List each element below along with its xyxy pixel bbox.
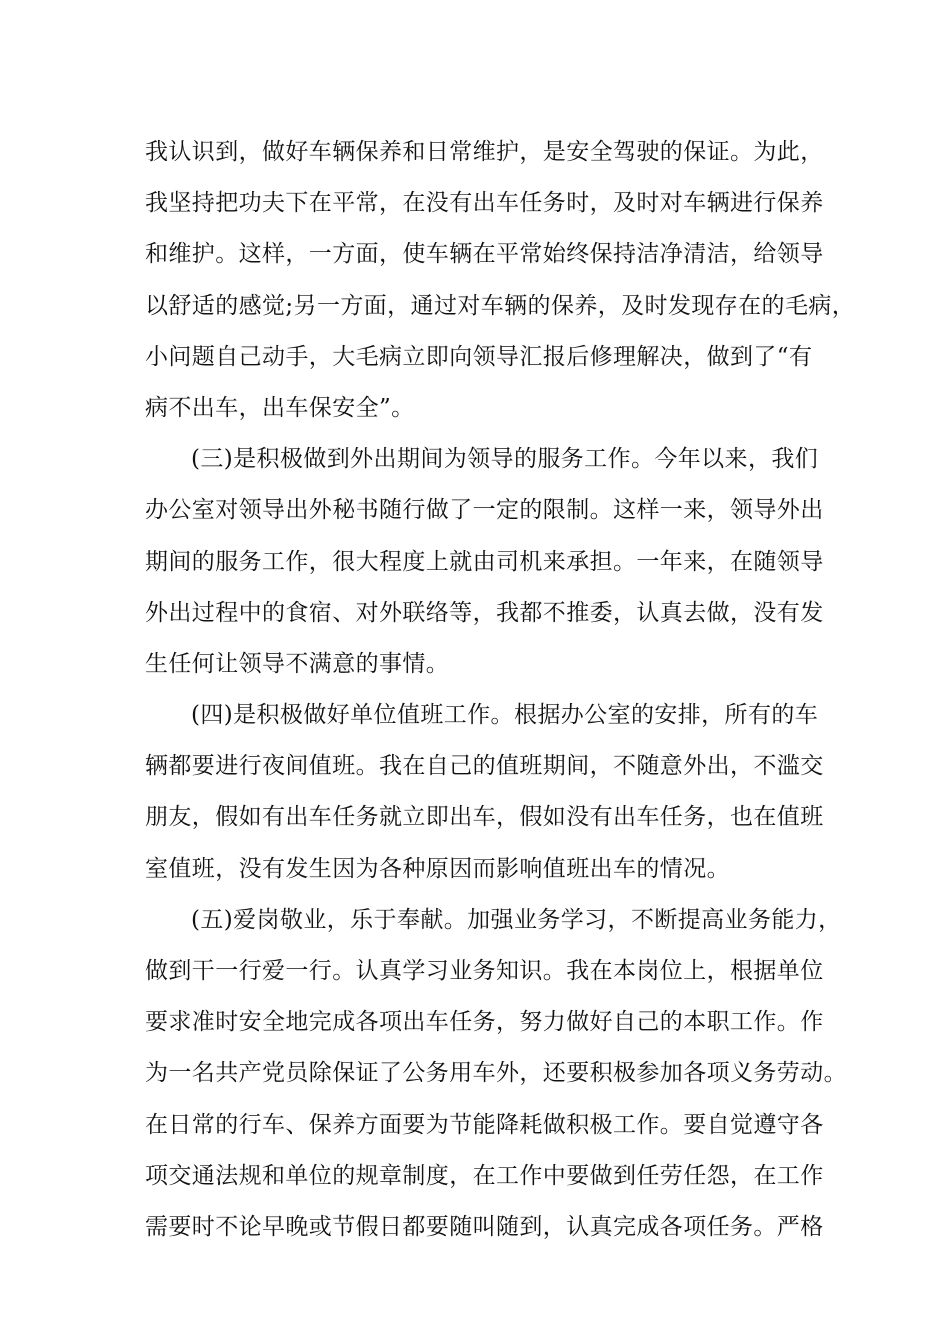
text-line: 外出过程中的食宿、对外联络等，我都不推委，认真去做，没有发 (145, 599, 824, 626)
text-line: 办公室对领导出外秘书随行做了一定的限制。这样一来，领导外出 (145, 497, 824, 524)
text-line: 生任何让领导不满意的事情。 (145, 650, 450, 677)
text-line: 我坚持把功夫下在平常，在没有出车任务时，及时对车辆进行保养 (145, 190, 824, 217)
document-body (145, 127, 856, 1253)
paragraph-first-line: (四)是积极做好单位值班工作。根据办公室的安排，所有的车 (191, 702, 819, 729)
text-line: 和维护。这样，一方面，使车辆在平常始终保持洁净清洁，给领导 (145, 241, 824, 268)
text-line: 期间的服务工作，很大程度上就由司机来承担。一年来，在随领导 (145, 548, 824, 575)
text-line: 在日常的行车、保养方面要为节能降耗做积极工作。要自觉遵守各 (145, 1111, 824, 1138)
text-line: 要求准时安全地完成各项出车任务，努力做好自己的本职工作。作 (145, 1009, 824, 1036)
text-line: 室值班，没有发生因为各种原因而影响值班出车的情况。 (145, 855, 730, 882)
text-line: 做到干一行爱一行。认真学习业务知识。我在本岗位上，根据单位 (145, 958, 824, 984)
text-line: 需要时不论早晚或节假日都要随叫随到，认真完成各项任务。严格 (145, 1213, 824, 1240)
text-line: 小问题自己动手，大毛病立即向领导汇报后修理解决，做到了“有 (145, 343, 813, 370)
text-line: 病不出车，出车保安全”。 (145, 394, 415, 421)
text-line: 辆都要进行夜间值班。我在自己的值班期间，不随意外出，不滥交 (145, 753, 824, 780)
text-line: 朋友，假如有出车任务就立即出车，假如没有出车任务，也在值班 (145, 804, 824, 831)
text-line: 以舒适的感觉;另一方面，通过对车辆的保养，及时发现存在的毛病， (145, 292, 856, 319)
paragraph-first-line: (五)爱岗敬业，乐于奉献。加强业务学习，不断提高业务能力， (191, 906, 842, 933)
paragraph-first-line: (三)是积极做到外出期间为领导的服务工作。今年以来，我们 (191, 446, 819, 473)
text-line: 为一名共产党员除保证了公务用车外，还要积极参加各项义务劳动。 (145, 1060, 847, 1087)
text-line: 项交通法规和单位的规章制度，在工作中要做到任劳任怨，在工作 (145, 1162, 824, 1189)
text-line: 我认识到，做好车辆保养和日常维护，是安全驾驶的保证。为此， (145, 139, 824, 165)
